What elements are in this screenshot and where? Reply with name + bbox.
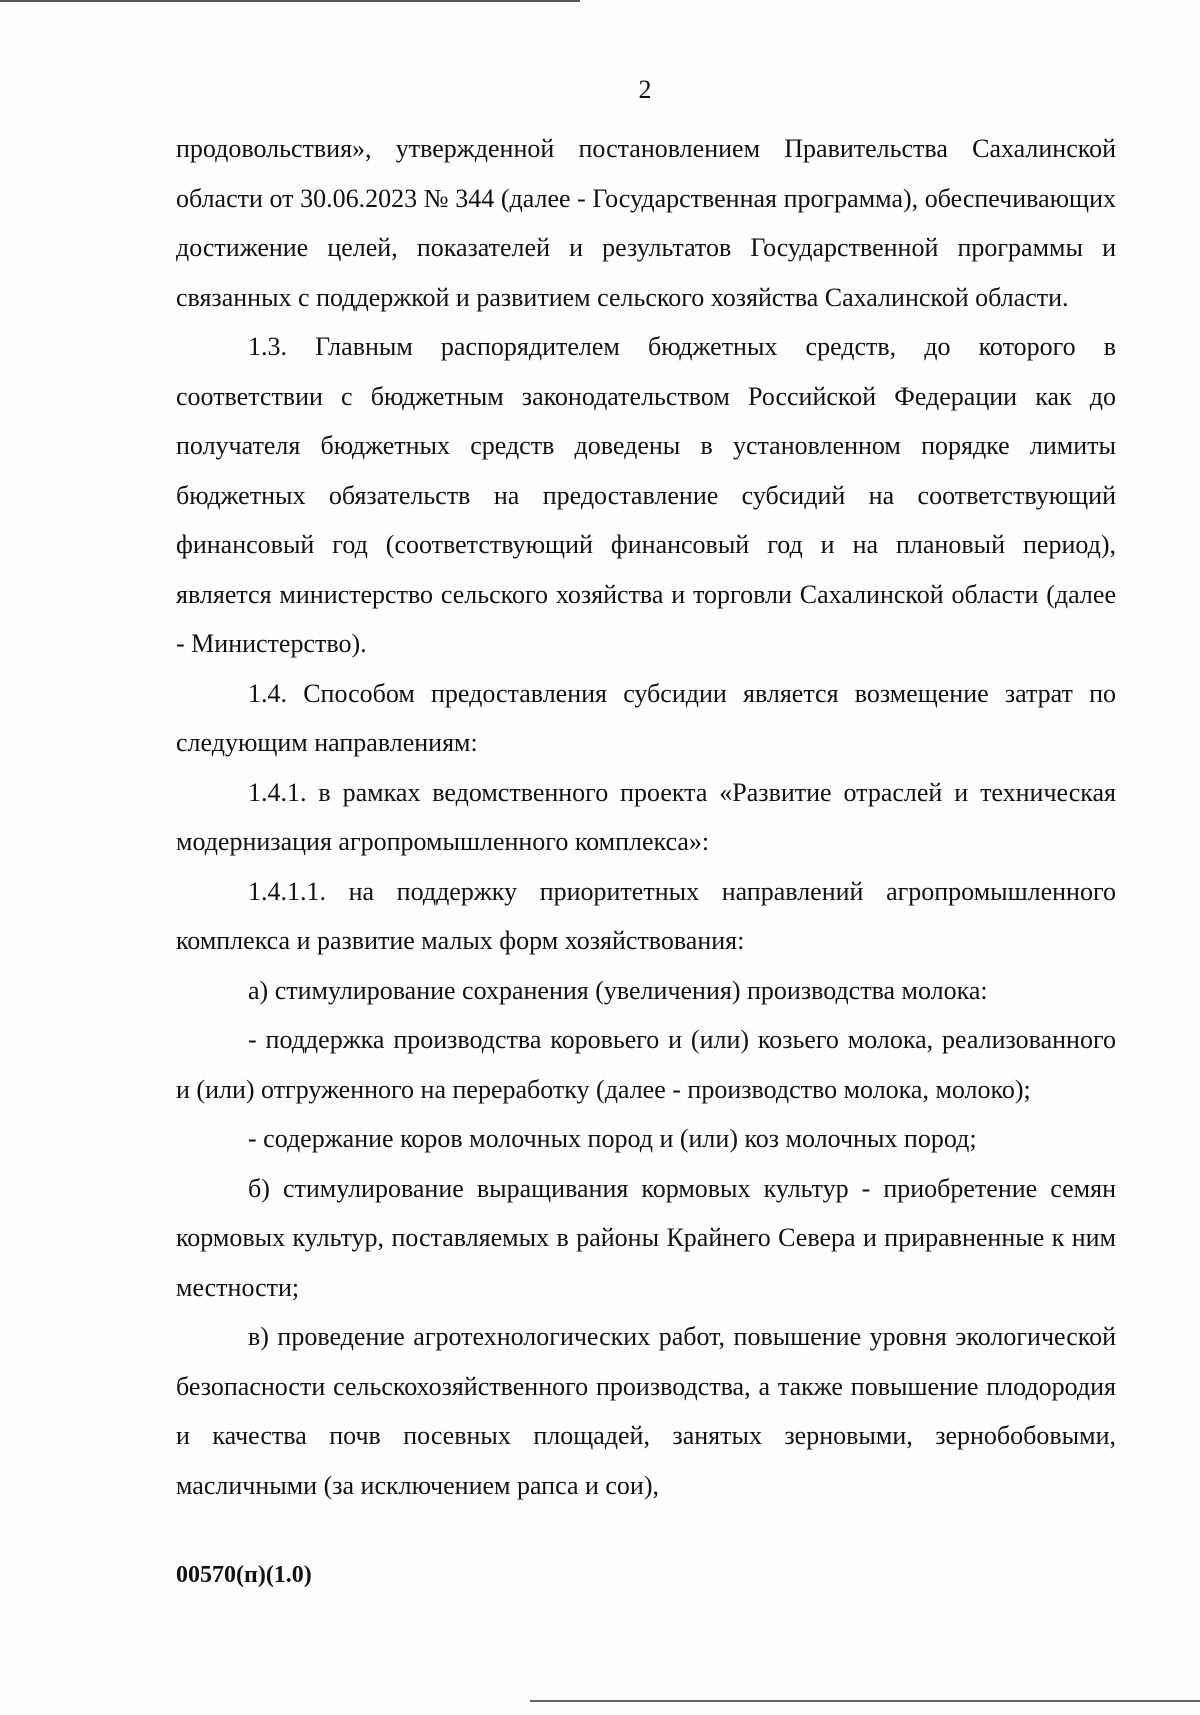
- paragraph-dash-milk: - поддержка производства коровьего и (или) козьего молока, реализованного и (или) отгруженного на переработку (далее - производство молока, молоко);: [176, 1025, 1116, 1104]
- paragraph-item-v: в) проведение агротехнологических работ, повышение уровня экологической безопасности сельскохозяйственного производства, а также повышение плодородия и качества почв посевных площадей, занятых зерновыми, зернобобовыми, масличными (за исключением рапса и сои),: [176, 1322, 1116, 1500]
- document-body: [176, 124, 1116, 1510]
- paragraph-dash-cows: - содержание коров молочных пород и (или) коз молочных пород;: [248, 1124, 977, 1153]
- page-number: 2: [638, 75, 652, 104]
- footer-document-code: 00570(п)(1.0): [176, 1562, 312, 1588]
- paragraph-item-b: б) стимулирование выращивания кормовых культур - приобретение семян кормовых культур, поставляемых в районы Крайнего Севера и приравненные к ним местности;: [176, 1173, 1116, 1302]
- paragraph-continuation: продовольствия», утвержденной постановлением Правительства Сахалинской области от 30.06.2023 № 344 (далее - Государственная программа), обеспечивающих достижение целей, показателей и результатов Государственной программы и связанных с поддержкой и развитием сельского хозяйства Сахалинской области.: [176, 134, 1116, 312]
- paragraph-1-4-1-1: 1.4.1.1. на поддержку приоритетных направлений агропромышленного комплекса и развитие малых форм хозяйствования:: [176, 876, 1116, 955]
- paragraph-1-4-1: 1.4.1. в рамках ведомственного проекта «Развитие отраслей и техническая модернизация агропромышленного комплекса»:: [176, 777, 1116, 856]
- paragraph-item-a: а) стимулирование сохранения (увеличения) производства молока:: [248, 975, 988, 1005]
- bottom-edge-line: [530, 1700, 1200, 1702]
- paragraph-1-3: 1.3. Главным распорядителем бюджетных средств, до которого в соответствии с бюджетным законодательством Российской Федерации как до получателя бюджетных средств доведены в установленном порядке лимиты бюджетных обязательств на предоставление субсидий на соответствующий финансовый год (соответствующий финансовый год и на плановый период), является министерство сельского хозяйства и торговли Сахалинской области (далее - Министерство).: [176, 332, 1116, 658]
- top-edge-line: [0, 0, 580, 2]
- paragraph-1-4: 1.4. Способом предоставления субсидии является возмещение затрат по следующим направлениям:: [176, 678, 1116, 757]
